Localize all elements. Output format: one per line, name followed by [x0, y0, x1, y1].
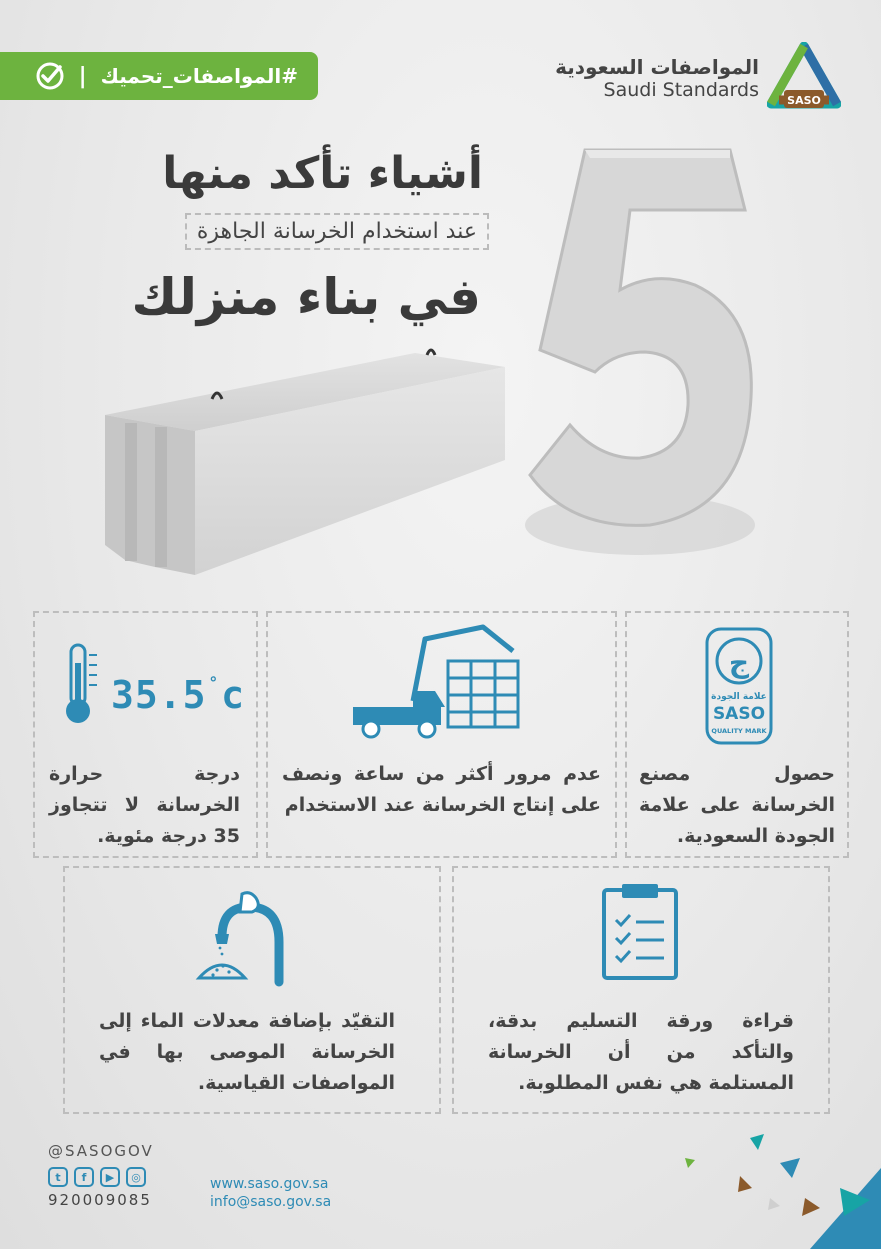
hashtag-text: #المواصفات_تحميك	[100, 64, 298, 88]
hashtag-separator: |	[78, 63, 87, 89]
card-water-ratio	[63, 866, 441, 1114]
concrete-block-illustration	[95, 335, 525, 585]
card-quality-mark	[625, 611, 849, 858]
instagram-icon[interactable]: ◎	[126, 1167, 146, 1187]
card-delivery-sheet	[452, 866, 830, 1114]
title-line-1: أشياء تأكد منها	[162, 148, 483, 199]
social-icons	[48, 1167, 146, 1187]
logo-text	[555, 55, 759, 101]
concrete-pump-truck-icon	[353, 621, 533, 741]
card-quality-mark-text: حصول مصنع الخرسانة على علامة الجودة السعودية.	[639, 763, 835, 847]
card-temperature	[33, 611, 258, 858]
water-hose-icon	[187, 882, 297, 992]
card-water-ratio-text: التقيّد بإضافة معدلات الماء إلى الخرسانة الموصى بها في المواصفات القياسية.	[99, 1010, 395, 1094]
quality-mark-letter: ج	[728, 646, 750, 679]
logo-english: Saudi Standards	[603, 79, 759, 101]
thermometer-icon	[63, 643, 99, 727]
temperature-display	[111, 673, 245, 717]
saso-logo	[555, 42, 841, 114]
social-handle: @SASOGOV	[48, 1142, 154, 1160]
hashtag-banner	[0, 52, 318, 100]
quality-mark-english: QUALITY MARK	[711, 727, 767, 735]
title-line-3: في بناء منزلك	[131, 268, 481, 326]
email-link[interactable]: info@saso.gov.sa	[210, 1194, 332, 1210]
temperature-unit: c	[221, 673, 246, 717]
youtube-icon[interactable]: ▶	[100, 1167, 120, 1187]
twitter-icon[interactable]: t	[48, 1167, 68, 1187]
temperature-value: 35.5	[111, 673, 207, 717]
web-contacts	[210, 1175, 331, 1211]
logo-badge: SASO	[787, 94, 821, 107]
card-temperature-text: درجة حرارة الخرسانة لا تتجاوز 35 درجة مئوية.	[49, 763, 240, 847]
decorative-triangles	[630, 1128, 881, 1249]
phone-number: 920009085	[48, 1191, 152, 1209]
website-link[interactable]: www.saso.gov.sa	[210, 1176, 329, 1192]
card-production-time	[266, 611, 617, 858]
card-delivery-sheet-text: قراءة ورقة التسليم بدقة، والتأكد من أن الخرسانة المستلمة هي نفس المطلوبة.	[488, 1010, 794, 1094]
card-production-time-text: عدم مرور أكثر من ساعة ونصف على إنتاج الخرسانة عند الاستخدام	[282, 763, 601, 816]
clipboard-checklist-icon	[600, 882, 680, 982]
degree-symbol-icon: °	[208, 673, 220, 692]
quality-mark-arabic: علامة الجودة	[711, 692, 767, 702]
check-circle-icon	[35, 61, 65, 91]
quality-mark-saso: SASO	[712, 704, 766, 724]
facebook-icon[interactable]: f	[74, 1167, 94, 1187]
number-five-illustration	[510, 140, 770, 570]
number-five-label: 5	[633, 371, 647, 395]
quality-mark-icon	[705, 627, 773, 745]
logo-arabic: المواصفات السعودية	[555, 55, 759, 79]
title-line-2: عند استخدام الخرسانة الجاهزة	[185, 213, 489, 250]
saso-triangle-icon	[767, 42, 841, 114]
